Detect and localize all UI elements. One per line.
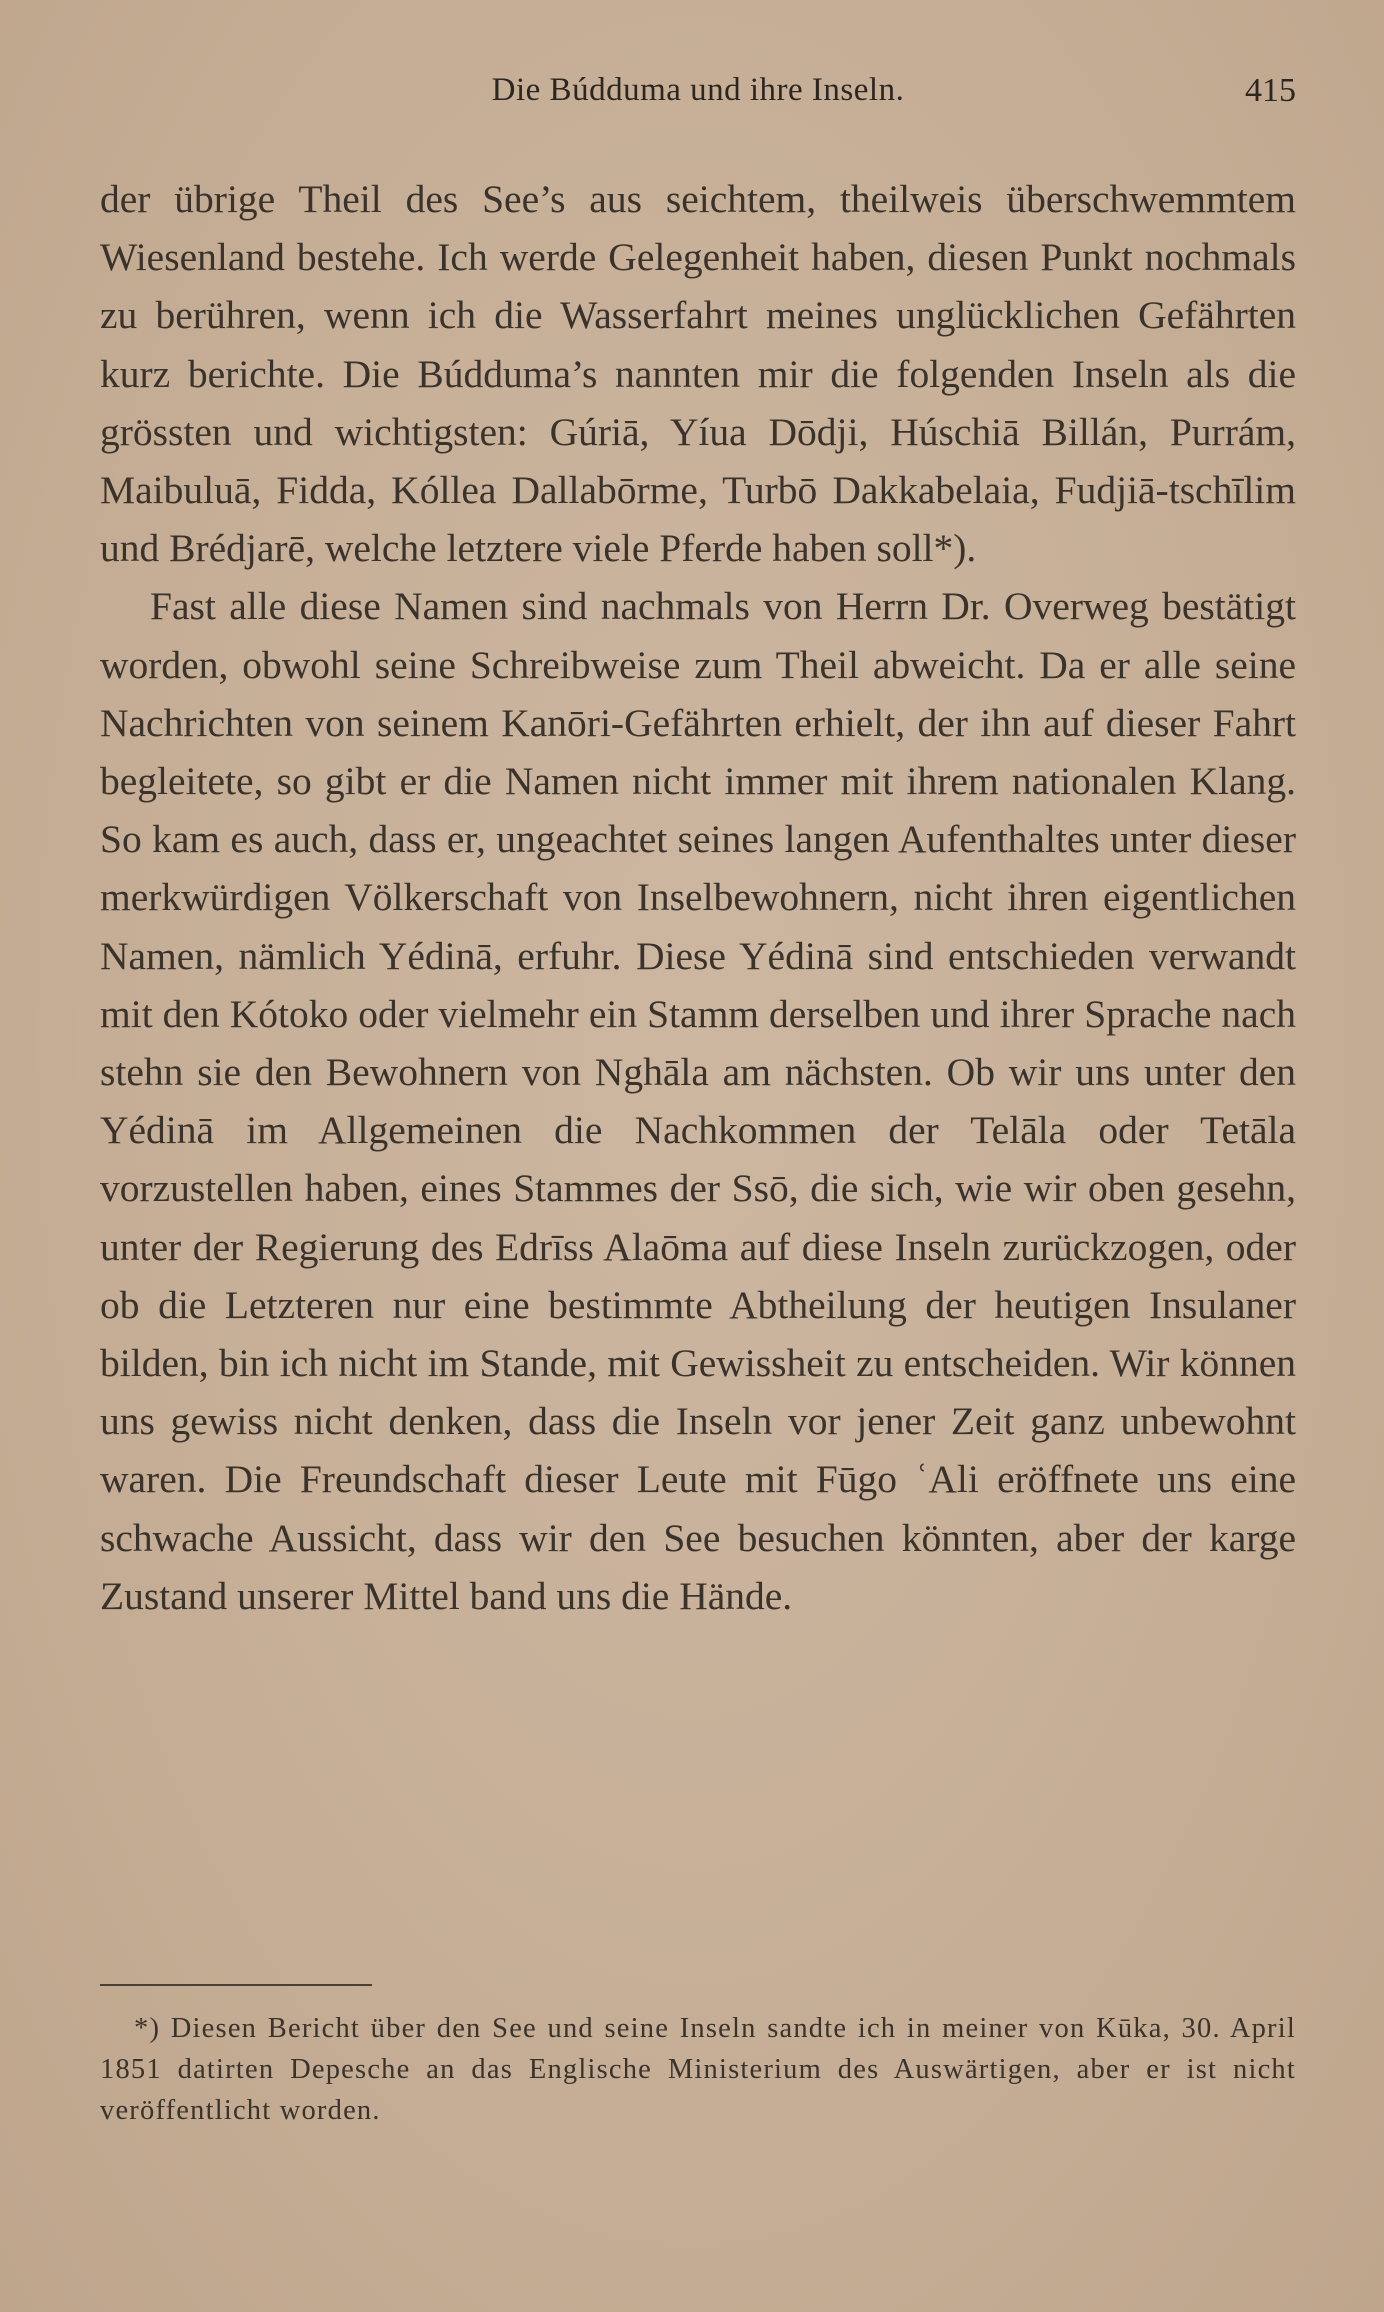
running-title: Die Búdduma und ihre Inseln. <box>491 72 905 108</box>
paragraph-continued: der übrige Theil des See’s aus seichtem, theilweis überschwemmtem Wiesenland bestehe. Ich werde Gelegenheit haben, diesen Punkt nochmals zu berühren, wenn ich die Wasserfahrt meines unglücklichen Gefährten kurz berichte. Die Búdduma’s nannten mir die folgenden Inseln als die grössten und wichtigsten: Gúriā, Yíua Dōdji, Húschiā Billán, Purrám, Maibuluā, Fidda, Kóllea Dallabōrme, Turbō Dakkabelaia, Fudjiā-tschīlim und Brédjarē, welche letztere viele Pferde haben soll*). <box>100 177 1296 571</box>
page-number: 415 <box>1245 72 1296 109</box>
footnote <box>100 2008 1296 2131</box>
footnote-text: *) Diesen Bericht über den See und seine Inseln sandte ich in meiner von Kūka, 30. April 1851 datirten Depesche an das Englische Ministerium des Auswärtigen, aber er ist nicht veröffentlicht worden. <box>100 2013 1296 2126</box>
running-head <box>100 72 1296 122</box>
footnote-rule <box>100 1984 372 1986</box>
paragraph: Fast alle diese Namen sind nachmals von Herrn Dr. Overweg bestätigt worden, obwohl seine Schreibweise zum Theil abweicht. Da er alle seine Nachrichten von seinem Kanōri-Gefährten erhielt, der ihn auf dieser Fahrt begleitete, so gibt er die Namen nicht immer mit ihrem nationalen Klang. So kam es auch, dass er, ungeachtet seines langen Aufenthaltes unter dieser merkwürdigen Völkerschaft von Inselbewohnern, nicht ihren eigentlichen Namen, nämlich Yédinā, erfuhr. Diese Yédinā sind entschieden verwandt mit den Kótoko oder vielmehr ein Stamm derselben und ihrer Sprache nach stehn sie den Bewohnern von Nghāla am nächsten. Ob wir uns unter den Yédinā im Allgemeinen die Nachkommen der Telāla oder Tetāla vorzustellen haben, eines Stammes der Ssō, die sich, wie wir oben gesehn, unter der Regierung des Edrīss Alaōma auf diese Inseln zurückzogen, oder ob die Letzteren nur eine bestimmte Abtheilung der heutigen Insulaner bilden, bin ich nicht im Stande, mit Gewissheit zu entscheiden. Wir können uns gewiss nicht denken, dass die Inseln vor jener Zeit ganz unbewohnt waren. Die Freundschaft dieser Leute mit Fūgo ʿAli eröffnete uns eine schwache Aussicht, dass wir den See besuchen könnten, aber der karge Zustand unserer Mittel band uns die Hände. <box>100 584 1296 1618</box>
body-text <box>100 170 1296 1625</box>
